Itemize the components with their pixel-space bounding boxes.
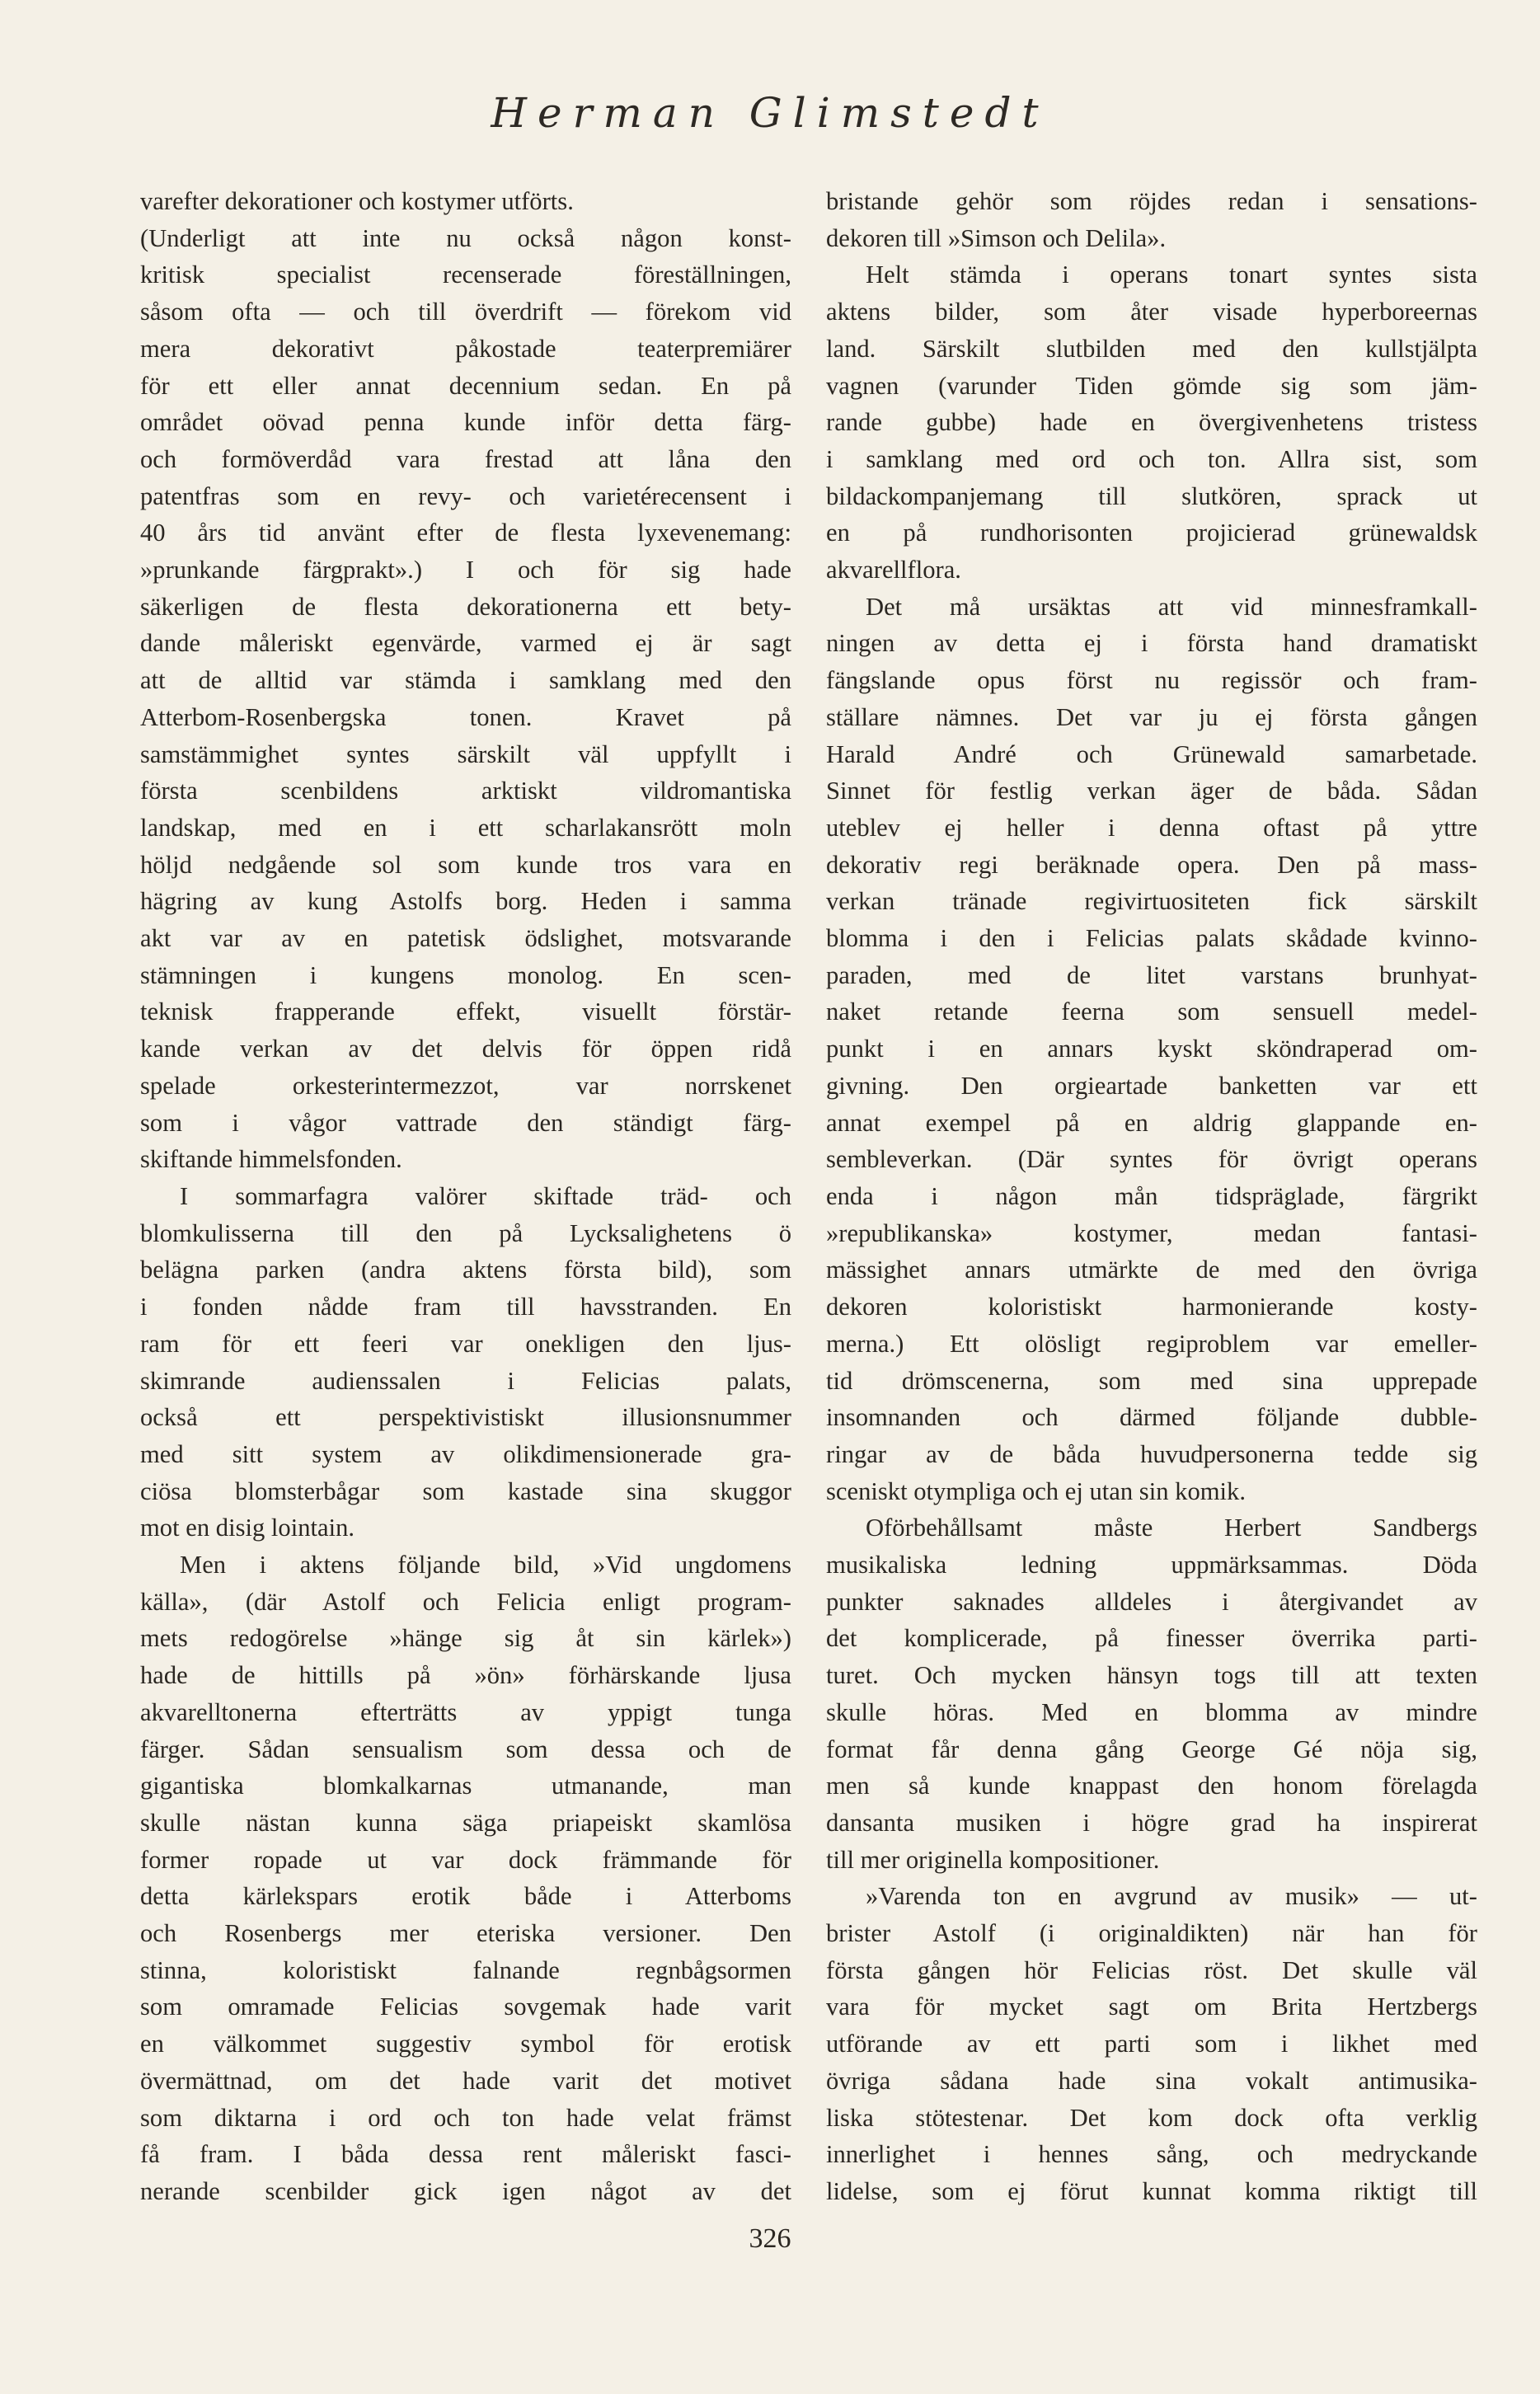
text-line: blomkulisserna till den på Lycksalighetens ö <box>140 1218 791 1247</box>
text-line: insomnanden och därmed följande dubble- <box>826 1403 1477 1432</box>
text-line: ringar av de båda huvudpersonerna tedde sig <box>826 1439 1477 1468</box>
text-line: första scenbildens arktiskt vildromantiska <box>140 777 791 805</box>
text-line: I sommarfagra valörer skiftade träd- och <box>180 1181 791 1210</box>
text-line: nerande scenbilder gick igen något av det <box>140 2176 791 2205</box>
text-line: det komplicerade, på finesser överrika parti- <box>826 1624 1477 1653</box>
text-line: landskap, med en i ett scharlakansrött moln <box>140 813 791 842</box>
text-line: vagnen (varunder Tiden gömde sig som jäm- <box>826 371 1477 400</box>
text-line: få fram. I båda dessa rent måleriskt fasci- <box>140 2140 791 2169</box>
text-line: mässighet annars utmärkte de med den övriga <box>826 1256 1477 1284</box>
text-line: en välkommet suggestiv symbol för erotisk <box>140 2030 791 2058</box>
text-line: Men i aktens följande bild, »Vid ungdomens <box>180 1551 791 1580</box>
text-line: gigantiska blomkalkarnas utmanande, man <box>140 1772 791 1800</box>
text-line: land. Särskilt slutbilden med den kullstjälpta <box>826 334 1477 363</box>
text-line: dande måleriskt egenvärde, varmed ej är sagt <box>140 629 791 658</box>
text-line: övermättnad, om det hade varit det motivet <box>140 2066 791 2095</box>
text-line: mot en disig lointain. <box>140 1514 355 1542</box>
text-line: detta kärlekspars erotik både i Atterboms <box>140 1882 791 1911</box>
text-line: också ett perspektivistiskt illusionsnummer <box>140 1403 791 1432</box>
text-line: i fonden nådde fram till havsstranden. En <box>140 1293 791 1321</box>
text-line: ciösa blomsterbågar som kastade sina skuggor <box>140 1476 791 1505</box>
text-line: tid drömscenerna, som med sina upprepade <box>826 1366 1477 1395</box>
text-line: bildackompanjemang till slutkören, sprack ut <box>826 481 1477 510</box>
text-line: brister Astolf (i originaldikten) när han för <box>826 1919 1477 1948</box>
text-line: belägna parken (andra aktens första bild), som <box>140 1256 791 1284</box>
text-line: skimrande audienssalen i Felicias palats, <box>140 1366 791 1395</box>
text-line: första gången hör Felicias röst. Det skulle väl <box>826 1955 1477 1984</box>
text-line: en på rundhorisonten projicierad grünewaldsk <box>826 519 1477 547</box>
text-line: vara för mycket sagt om Brita Hertzbergs <box>826 1993 1477 2021</box>
text-line: varefter dekorationer och kostymer utförts. <box>140 187 574 215</box>
text-line: paraden, med de litet varstans brunhyat- <box>826 960 1477 989</box>
text-line: dekoren till »Simson och Delila». <box>826 223 1167 252</box>
text-line: former ropade ut var dock främmande för <box>140 1845 791 1874</box>
text-line: ningen av detta ej i första hand dramatiskt <box>826 629 1477 658</box>
text-line: som omramade Felicias sovgemak hade varit <box>140 1993 791 2021</box>
text-line: kande verkan av det delvis för öppen ridå <box>140 1035 791 1063</box>
text-line: hade de hittills på »ön» förhärskande ljusa <box>140 1661 791 1690</box>
text-line: stämningen i kungens monolog. En scen- <box>140 960 791 989</box>
text-line: ram för ett feeri var onekligen den ljus- <box>140 1329 791 1358</box>
text-line: akvarelltonerna efterträtts av yppigt tunga <box>140 1697 791 1726</box>
text-line: uteblev ej heller i denna oftast på yttre <box>826 813 1477 842</box>
text-line: sembleverkan. (Där syntes för övrigt operans <box>826 1145 1477 1174</box>
text-line: Oförbehållsamt måste Herbert Sandbergs <box>866 1514 1477 1542</box>
text-line: teknisk frapperande effekt, visuellt förstär- <box>140 998 791 1026</box>
text-line: som i vågor vattrade den ständigt färg- <box>140 1108 791 1137</box>
text-line: Harald André och Grünewald samarbetade. <box>826 739 1477 768</box>
text-line: verkan tränade regivirtuositeten fick särskilt <box>826 887 1477 916</box>
text-line: skulle nästan kunna säga priapeiskt skamlösa <box>140 1808 791 1837</box>
text-line: naket retande feerna som sensuell medel- <box>826 998 1477 1026</box>
text-line: sceniskt otympliga och ej utan sin komik. <box>826 1476 1246 1505</box>
text-line: med sitt system av olikdimensionerade gra- <box>140 1439 791 1468</box>
text-line: Atterbom-Rosenbergska tonen. Kravet på <box>140 702 791 731</box>
text-line: utförande av ett parti som i likhet med <box>826 2030 1477 2058</box>
text-line: såsom ofta — och till överdrift — förekom vid <box>140 298 791 326</box>
text-line: punkt i en annars kyskt sköndraperad om- <box>826 1035 1477 1063</box>
text-line: dansanta musiken i högre grad ha inspirerat <box>826 1808 1477 1837</box>
page-number: 326 <box>749 2223 791 2254</box>
text-line: aktens bilder, som åter visade hyperboreernas <box>826 298 1477 326</box>
text-line: akt var av en patetisk ödslighet, motsvarande <box>140 924 791 953</box>
text-line: stinna, koloristiskt falnande regnbågsormen <box>140 1955 791 1984</box>
text-line: musikaliska ledning uppmärksammas. Döda <box>826 1551 1477 1580</box>
text-line: till mer originella kompositioner. <box>826 1845 1160 1874</box>
running-head: Herman Glimstedt <box>491 89 1049 137</box>
text-line: »Varenda ton en avgrund av musik» — ut- <box>866 1882 1477 1911</box>
text-line: och formöverdåd vara frestad att låna den <box>140 444 791 473</box>
text-line: och Rosenbergs mer eteriska versioner. Den <box>140 1919 791 1948</box>
text-line: fängslande opus först nu regissör och fram- <box>826 666 1477 695</box>
text-line: färger. Sådan sensualism som dessa och de <box>140 1734 791 1763</box>
text-line: annat exempel på en aldrig glappande en- <box>826 1108 1477 1137</box>
text-line: säkerligen de flesta dekorationerna ett bety- <box>140 592 791 621</box>
text-line: området oövad penna kunde inför detta färg- <box>140 408 791 437</box>
text-line: kritisk specialist recenserade föreställningen, <box>140 261 791 289</box>
text-line: ställare nämnes. Det var ju ej första gången <box>826 702 1477 731</box>
text-line: innerlighet i hennes sång, och medryckande <box>826 2140 1477 2169</box>
text-line: mets redogörelse »hänge sig åt sin kärlek») <box>140 1624 791 1653</box>
text-line: enda i någon mån tidspräglade, färgrikt <box>826 1181 1477 1210</box>
text-line: givning. Den orgieartade banketten var ett <box>826 1071 1477 1100</box>
text-line: samstämmighet syntes särskilt väl uppfyllt i <box>140 739 791 768</box>
text-line: för ett eller annat decennium sedan. En på <box>140 371 791 400</box>
text-line: att de alltid var stämda i samklang med den <box>140 666 791 695</box>
text-line: hägring av kung Astolfs borg. Heden i samma <box>140 887 791 916</box>
text-line: övriga sådana hade sina vokalt antimusika- <box>826 2066 1477 2095</box>
text-line: som diktarna i ord och ton hade velat främst <box>140 2103 791 2132</box>
text-line: dekoren koloristiskt harmonierande kosty- <box>826 1293 1477 1321</box>
text-line: lidelse, som ej förut kunnat komma riktigt till <box>826 2176 1477 2205</box>
text-line: källa», (där Astolf och Felicia enligt program- <box>140 1587 791 1616</box>
text-line: Det må ursäktas att vid minnesframkall- <box>866 592 1477 621</box>
text-line: merna.) Ett olösligt regiproblem var emeller- <box>826 1329 1477 1358</box>
text-line: bristande gehör som röjdes redan i sensations- <box>826 187 1477 215</box>
text-line: höljd nedgående sol som kunde tros vara en <box>140 850 791 879</box>
text-line: turet. Och mycken hänsyn togs till att texten <box>826 1661 1477 1690</box>
text-line: Helt stämda i operans tonart syntes sista <box>866 261 1477 289</box>
text-line: skiftande himmelsfonden. <box>140 1145 402 1174</box>
text-line: akvarellflora. <box>826 556 961 584</box>
text-line: skulle höras. Med en blomma av mindre <box>826 1697 1477 1726</box>
text-line: liska stötestenar. Det kom dock ofta verklig <box>826 2103 1477 2132</box>
text-column-left <box>140 183 791 2210</box>
text-line: rande gubbe) hade en övergivenhetens tristess <box>826 408 1477 437</box>
text-line: Sinnet för festlig verkan äger de båda. Sådan <box>826 777 1477 805</box>
text-line: i samklang med ord och ton. Allra sist, som <box>826 444 1477 473</box>
text-line: patentfras som en revy- och varietérecensent i <box>140 481 791 510</box>
text-line: dekorativ regi beräknade opera. Den på mass- <box>826 850 1477 879</box>
text-line: mera dekorativt påkostade teaterpremiärer <box>140 334 791 363</box>
text-line: punkter saknades alldeles i återgivandet av <box>826 1587 1477 1616</box>
text-line: spelade orkesterintermezzot, var norrskenet <box>140 1071 791 1100</box>
text-line: »republikanska» kostymer, medan fantasi- <box>826 1218 1477 1247</box>
text-line: blomma i den i Felicias palats skådade kvinno- <box>826 924 1477 953</box>
text-line: men så kunde knappast den honom förelagda <box>826 1772 1477 1800</box>
text-line: format får denna gång George Gé nöja sig, <box>826 1734 1477 1763</box>
text-line: (Underligt att inte nu också någon konst- <box>140 223 791 252</box>
text-column-right <box>826 183 1477 2210</box>
text-line: »prunkande färgprakt».) I och för sig hade <box>140 556 791 584</box>
text-line: 40 års tid använt efter de flesta lyxevenemang: <box>140 519 791 547</box>
